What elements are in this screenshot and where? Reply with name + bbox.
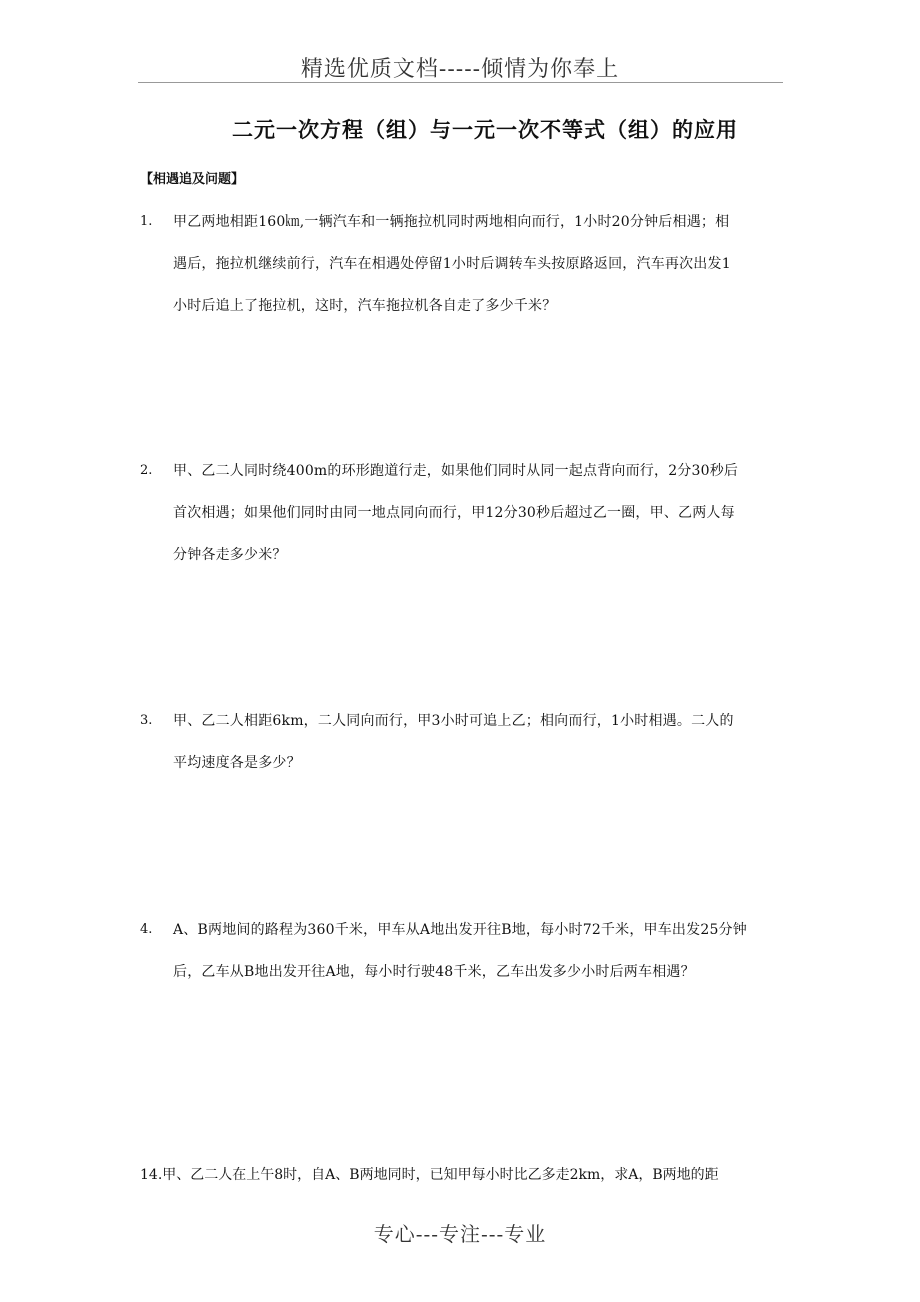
problem-line: 甲、乙二人同时绕400m的环形跑道行走，如果他们同时从同一起点背向而行，2分30秒后 (173, 463, 739, 479)
problem-line: A、B两地间的路程为360千米，甲车从A地出发开往B地，每小时72千米，甲车出发25分钟 (173, 922, 747, 938)
document-title: 二元一次方程（组）与一元一次不等式（组）的应用 (232, 118, 738, 142)
problem-number: 1. (140, 214, 153, 229)
problem-number: 2. (140, 463, 153, 478)
problem-line: 后，乙车从B地出发开往A地，每小时行驶48千米，乙车出发多少小时后两车相遇？ (173, 964, 695, 980)
problem-line: 平均速度各是多少？ (173, 755, 301, 771)
problem-line: 小时后追上了拖拉机，这时，汽车拖拉机各自走了多少千米？ (173, 298, 557, 314)
problem-number: 4. (140, 922, 153, 937)
problem-line: 甲乙两地相距160㎞,一辆汽车和一辆拖拉机同时两地相向而行，1小时20分钟后相遇；相 (173, 214, 730, 230)
problem-number: 3. (140, 713, 153, 728)
problem-line: 遇后，拖拉机继续前行，汽车在相遇处停留1小时后调转车头按原路返回，汽车再次出发1 (173, 256, 731, 272)
page-header: 精选优质文档-----倾情为你奉上 (300, 57, 620, 82)
problem-line: 甲、乙二人相距6km，二人同向而行，甲3小时可追上乙；相向而行，1小时相遇。二人的 (173, 713, 734, 729)
section-heading: 【相遇追及问题】 (140, 172, 245, 187)
header-divider (138, 82, 783, 83)
problem-line: 首次相遇；如果他们同时由同一地点同向而行，甲12分30秒后超过乙一圈，甲、乙两人每 (173, 505, 735, 521)
problem-line: 分钟各走多少米？ (173, 547, 287, 563)
problem-14: 14.甲、乙二人在上午8时，自A、B两地同时，已知甲每小时比乙多走2km，求A，B两地的距 (140, 1167, 719, 1183)
page-footer: 专心---专注---专业 (373, 1222, 547, 1246)
